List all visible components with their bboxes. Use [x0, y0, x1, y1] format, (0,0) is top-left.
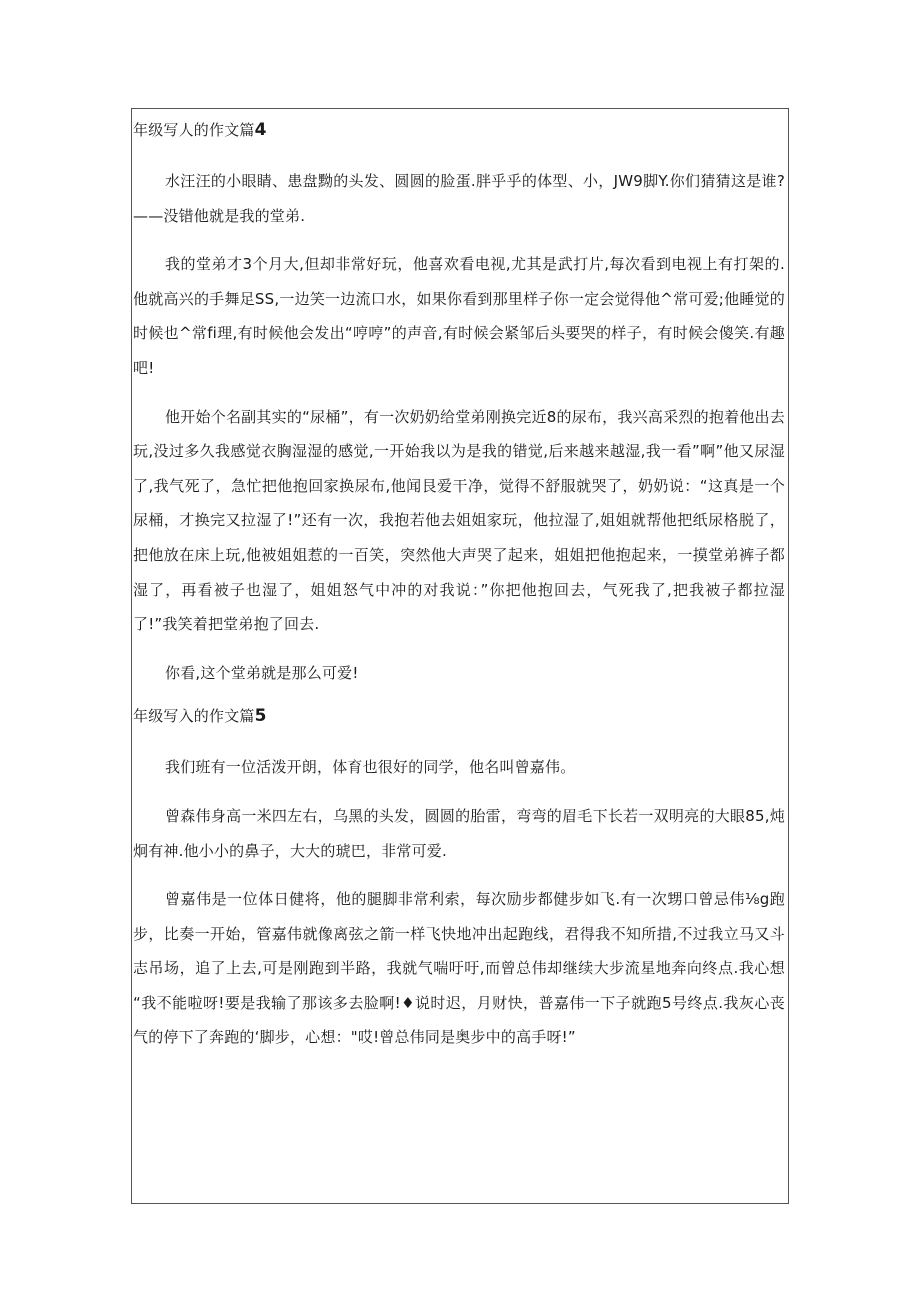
- heading-text: 年级写入的作文篇: [133, 707, 255, 726]
- heading-text: 年级写人的作文篇: [133, 121, 255, 139]
- heading-number: 4: [254, 120, 267, 140]
- paragraph: 水汪汪的小眼睛、患盘黝的头发、圆圆的脸蛋.胖乎乎的体型、小，JW9脚Y.你们猜猜这是谁?——没错他就是我的堂弟.: [133, 172, 785, 225]
- paragraph: 我的堂弟才3个月大,但却非常好玩，他喜欢看电视,尤其是武打片,每次看到电视上有打架的.他就高兴的手舞足SS,一边笑一边流口水，如果你看到那里样子你一定会觉得他^常可爱;他睡觉的时候也^常fi理,有时候他会发出“哼哼”的声音,有时候会紧邹后头要哭的样子，有时候会傻笑.有趣吧!: [133, 255, 785, 377]
- section-heading-4: [133, 118, 785, 142]
- heading-number: 5: [254, 706, 267, 727]
- paragraph: 曾嘉伟是一位体日健将，他的腿脚非常利索，每次励步都健步如飞.有一次甥口曾忌伟⅛g跑步，比奏一开始，管嘉伟就像离弦之箭一样飞快地冲出起跑线，君得我不知所措,不过我立马又斗志吊场，追了上去,可是刚跑到半路，我就气喘吁吁,而曾总伟却继续大步流星地奔向终点.我心想 “我不能啦呀!要是我输了那该多去脸啊!♦说时迟，月财快，普嘉伟一下子就跑5号终点.我灰心丧气的停下了奔跑的‘脚步，心想："哎!曾总伟同是奥步中的高手呀!”: [133, 890, 785, 1047]
- paragraph: 他开始个名副其实的“尿桶”，有一次奶奶给堂弟刚换完近8的尿布，我兴高采烈的抱着他出去玩,没过多久我感觉衣胸湿湿的感觉,一开始我以为是我的错觉,后来越来越湿,我一看”啊”他又尿湿了,我气死了，急忙把他抱回家换尿布,他闻艮爱干净，觉得不舒服就哭了，奶奶说：“这真是一个尿桶，才换完又拉湿了!”还有一次，我抱若他去姐姐家玩，他拉湿了,姐姐就帮他把纸尿格脱了，把他放在床上玩,他被姐姐惹的一百笑，突然他大声哭了起来，姐姐把他抱起来，一摸堂弟裤子都湿了，再看被子也湿了，姐姐怒气中冲的对我说：”你把他抱回去，气死我了,把我被子都拉湿了!”我笑着把堂弟抱了回去.: [133, 407, 785, 634]
- paragraph: 你看,这个堂弟就是那么可爱!: [165, 663, 359, 682]
- paragraph: 曾森伟身高一米四左右，乌黑的头发，圆圆的胎雷，弯弯的眉毛下长若一双明亮的大眼85,炖炯有神.他小小的鼻子，大大的琥巴，非常可爱.: [133, 806, 785, 860]
- document-body: [133, 118, 785, 1055]
- section-heading-5: [133, 704, 785, 728]
- paragraph: 我们班有一位活泼开朗，体育也很好的同学，他名叫曾嘉伟。: [165, 758, 576, 777]
